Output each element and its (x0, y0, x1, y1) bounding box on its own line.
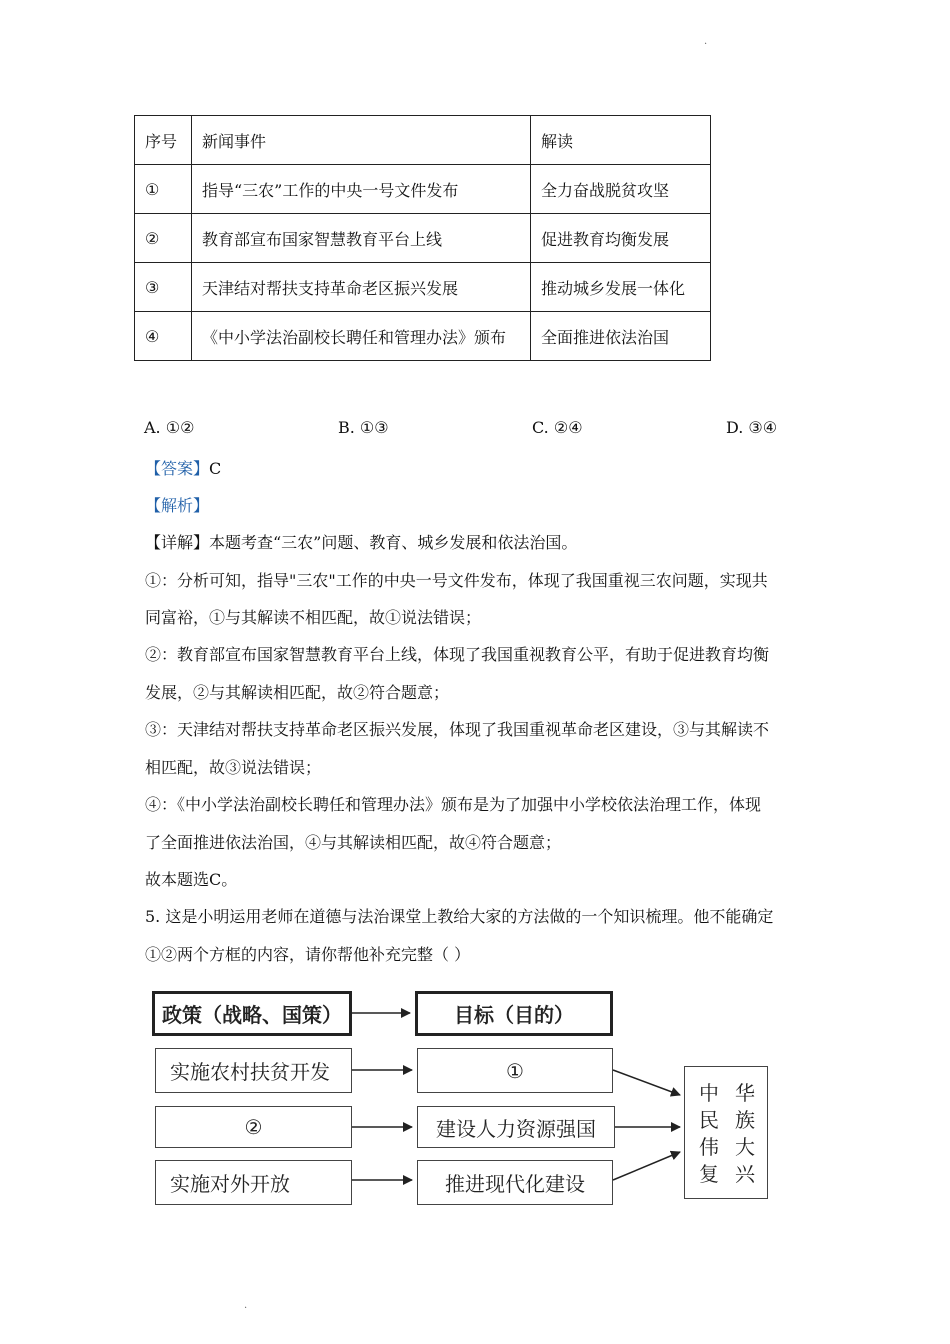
row-index: ① (135, 165, 192, 214)
option-b[interactable]: B. ①③ (338, 418, 389, 437)
explanation-line: 同富裕，①与其解读不相匹配，故①说法错误； (145, 608, 482, 627)
row-interpretation: 全面推进依法治国 (531, 312, 711, 361)
explanation-line: 【详解】本题考查“三农”问题、教育、城乡发展和依法治国。 (145, 533, 578, 552)
result-char: 复 (699, 1162, 719, 1186)
explanation-line: ③：天津结对帮扶支持革命老区振兴发展，体现了我国重视革命老区建设，③与其解读不 (145, 720, 770, 739)
option-c[interactable]: C. ②④ (532, 418, 583, 437)
row-index: ③ (135, 263, 192, 312)
row-index: ④ (135, 312, 192, 361)
row-interpretation: 促进教育均衡发展 (531, 214, 711, 263)
result-char: 兴 (735, 1162, 755, 1186)
explanation-line: ④：《中小学法治副校长聘任和管理办法》颁布是为了加强中小学校依法治理工作，体现 (145, 795, 762, 814)
result-char: 中 (699, 1081, 719, 1105)
result-char: 民 (699, 1108, 719, 1132)
row-event: 天津结对帮扶支持革命老区振兴发展 (192, 263, 531, 312)
answer-tag: 【答案】 (145, 459, 210, 478)
row-event: 《中小学法治副校长聘任和管理办法》颁布 (192, 312, 531, 361)
top-dot-mark: . (704, 36, 708, 47)
arrow-goal-1 (613, 1070, 680, 1095)
explanation-line: ①：分析可知，指导"三农"工作的中央一号文件发布，体现了我国重视三农问题，实现共 (145, 571, 768, 590)
goal-header-box: 目标（目的） (415, 991, 613, 1036)
policy-box-opening-up: 实施对外开放 (155, 1160, 352, 1205)
explanation-line: 发展，②与其解读相匹配，故②符合题意； (145, 683, 450, 702)
result-char: 伟 (699, 1135, 719, 1159)
row-interpretation: 推动城乡发展一体化 (531, 263, 711, 312)
row-index: ② (135, 214, 192, 263)
result-char: 族 (735, 1108, 755, 1132)
row-interpretation: 全力奋战脱贫攻坚 (531, 165, 711, 214)
header-index: 序号 (135, 116, 192, 165)
policy-box-blank-2: ② (155, 1106, 352, 1148)
explanation-line: 故本题选C。 (145, 870, 238, 889)
header-event: 新闻事件 (192, 116, 531, 165)
explanation-line: 了全面推进依法治国，④与其解读相匹配，故④符合题意； (145, 833, 562, 852)
analysis-tag: 【解析】 (145, 496, 210, 515)
header-interpretation: 解读 (531, 116, 711, 165)
policy-header-box: 政策（战略、国策） (152, 991, 352, 1036)
policy-box-rural-poverty: 实施农村扶贫开发 (155, 1048, 352, 1093)
arrow-goal-3 (613, 1152, 680, 1180)
explanation-line: 相匹配，故③说法错误； (145, 758, 322, 777)
goal-box-modernization: 推进现代化建设 (417, 1160, 613, 1205)
answer-value: C (209, 459, 222, 478)
option-d[interactable]: D. ③④ (726, 418, 778, 437)
result-char: 大 (735, 1135, 755, 1159)
goal-box-talent-power: 建设人力资源强国 (417, 1106, 615, 1148)
row-event: 指导“三农”工作的中央一号文件发布 (192, 165, 531, 214)
bottom-dot-mark: . (244, 1300, 248, 1311)
question-5-line: ①②两个方框的内容，请你帮他补充完整（ ） (145, 945, 471, 964)
option-a[interactable]: A. ①② (144, 418, 195, 437)
result-char: 华 (735, 1081, 755, 1105)
row-event: 教育部宣布国家智慧教育平台上线 (192, 214, 531, 263)
goal-box-blank-1: ① (417, 1048, 613, 1093)
explanation-line: ②：教育部宣布国家智慧教育平台上线，体现了我国重视教育公平，有助于促进教育均衡 (145, 645, 770, 664)
question-5-line: 5. 这是小明运用老师在道德与法治课堂上教给大家的方法做的一个知识梳理。他不能确定 (145, 907, 774, 926)
